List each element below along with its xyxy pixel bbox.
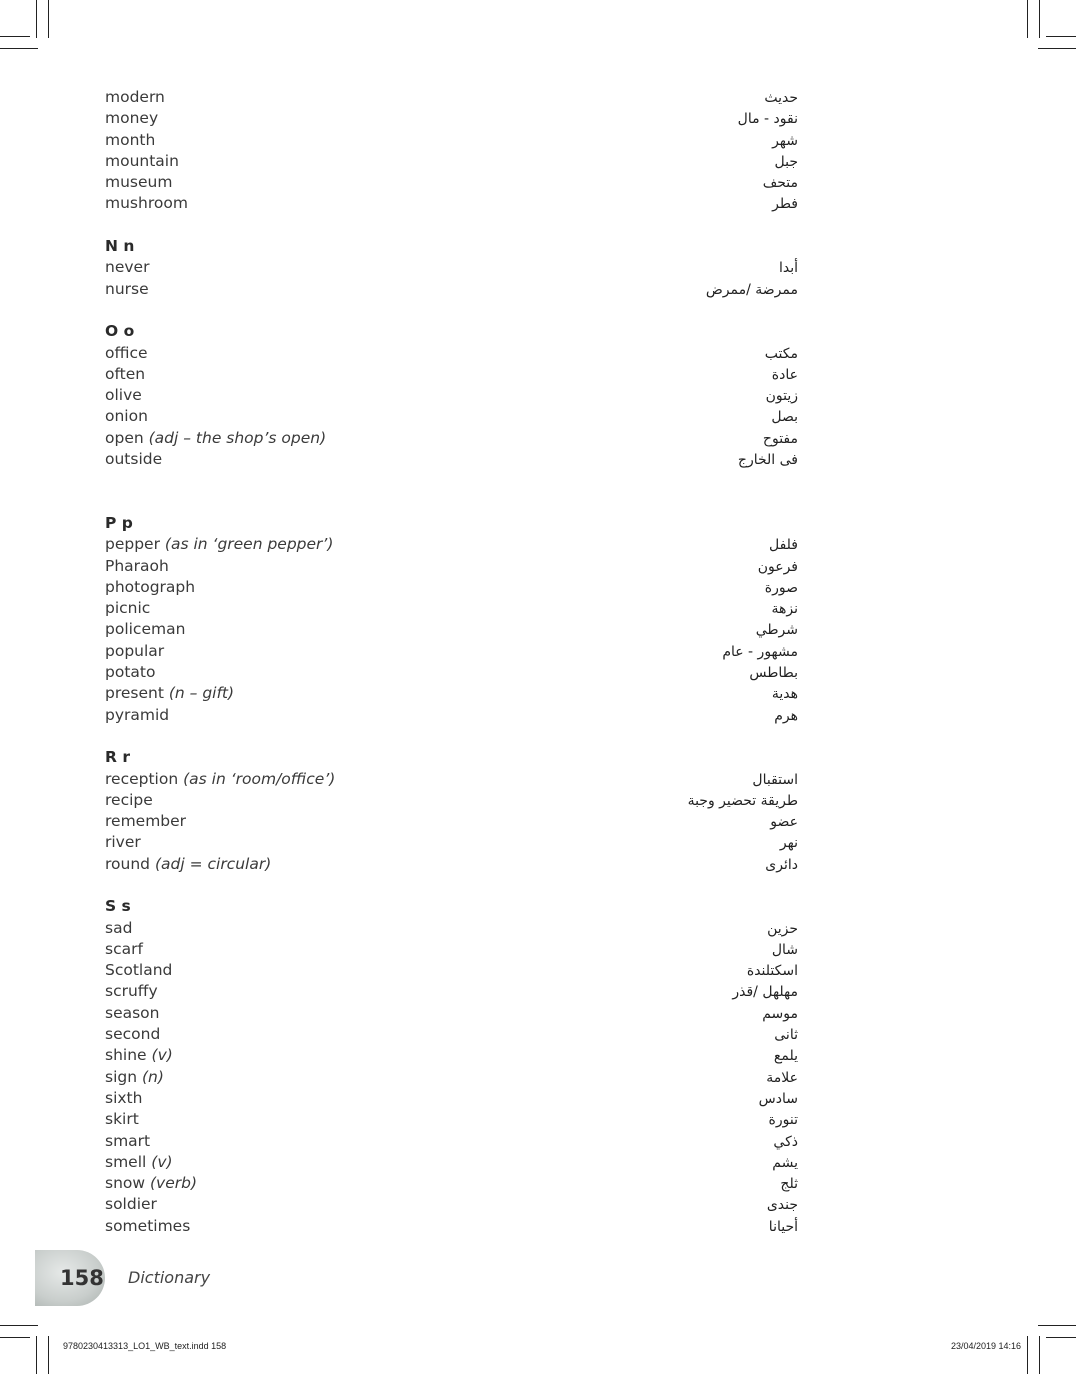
dictionary-entry	[105, 577, 798, 598]
entry-note: (n)	[141, 1067, 164, 1086]
entry-english	[105, 960, 172, 981]
section-p	[105, 534, 798, 726]
entry-note: (v)	[151, 1152, 173, 1171]
entry-word: Scotland	[105, 961, 173, 980]
entry-english	[105, 279, 149, 300]
entry-english	[105, 1045, 173, 1066]
dictionary-entry	[105, 1067, 798, 1088]
crop-mark	[0, 48, 38, 49]
dictionary-entry	[105, 790, 798, 811]
dictionary-entry	[105, 811, 798, 832]
dictionary-entry	[105, 1109, 798, 1130]
entry-word: pyramid	[105, 705, 170, 724]
entry-english	[105, 406, 148, 427]
letter-heading-o: O o	[105, 322, 135, 341]
entry-word: money	[105, 109, 159, 128]
entry-arabic: يلمع	[773, 1048, 798, 1065]
entry-word: pepper	[105, 535, 160, 554]
dictionary-entry	[105, 257, 798, 278]
entry-arabic: حديث	[764, 90, 798, 106]
entry-arabic: دائرى	[765, 856, 798, 873]
entry-english	[105, 343, 148, 364]
slug-file-info: 9780230413313_LO1_WB_text.indd 158	[63, 1341, 227, 1351]
entry-english	[105, 1067, 164, 1088]
dictionary-entry	[105, 769, 798, 790]
entry-note: (as in ‘room/office’)	[183, 769, 336, 788]
dictionary-entry	[105, 193, 798, 214]
entry-english	[105, 1152, 173, 1173]
entry-english	[105, 577, 195, 598]
entry-word: round	[105, 854, 151, 873]
crop-mark	[0, 1337, 30, 1338]
entry-word: popular	[105, 641, 165, 660]
entry-english	[105, 1024, 160, 1045]
entry-english	[105, 534, 333, 555]
entry-arabic: مهلهل /قذر	[732, 984, 798, 1001]
dictionary-entry	[105, 428, 798, 449]
dictionary-entry	[105, 619, 798, 640]
entry-english	[105, 981, 158, 1002]
entry-english	[105, 854, 271, 875]
entry-word: open	[105, 428, 144, 447]
entry-english	[105, 556, 169, 577]
crop-mark	[1027, 0, 1028, 38]
entry-note: (adj = circular)	[154, 854, 272, 873]
entry-note: (v)	[151, 1046, 173, 1065]
entry-arabic: يشم	[772, 1154, 798, 1171]
section-r	[105, 769, 798, 875]
entry-arabic: سادس	[758, 1090, 798, 1107]
entry-word: often	[105, 364, 146, 383]
entry-english	[105, 364, 145, 385]
entry-english	[105, 1003, 160, 1024]
dictionary-entry	[105, 662, 798, 683]
entry-english	[105, 257, 149, 278]
entry-word: month	[105, 130, 156, 149]
entry-word: never	[105, 258, 150, 277]
dictionary-entry	[105, 832, 798, 853]
entry-english	[105, 172, 172, 193]
entry-arabic: فرعون	[757, 558, 798, 575]
entry-english	[105, 130, 155, 151]
entry-word: office	[105, 343, 148, 362]
section-m	[105, 87, 798, 215]
dictionary-list	[105, 87, 798, 1237]
entry-english	[105, 811, 186, 832]
entry-word: shine	[105, 1046, 147, 1065]
entry-word: reception	[105, 769, 179, 788]
crop-mark	[36, 0, 37, 38]
entry-arabic: مكتب	[764, 345, 798, 362]
entry-word: museum	[105, 173, 173, 192]
entry-english	[105, 428, 326, 449]
entry-word: scruffy	[105, 982, 158, 1001]
letter-heading-n: N n	[105, 237, 135, 256]
entry-arabic: استقبال	[752, 771, 798, 788]
entry-arabic: اسكتلندة	[746, 963, 798, 980]
dictionary-entry	[105, 534, 798, 555]
entry-note: (as in ‘green pepper’)	[164, 535, 334, 554]
page-number: 158	[60, 1266, 104, 1290]
entry-arabic: ذكي	[773, 1133, 798, 1150]
entry-word: skirt	[105, 1110, 139, 1129]
entry-word: picnic	[105, 599, 151, 618]
entry-english	[105, 662, 155, 683]
section-s	[105, 918, 798, 1237]
entry-word: river	[105, 833, 141, 852]
entry-arabic: جبل	[774, 153, 798, 170]
entry-arabic: بطاطس	[749, 665, 798, 682]
dictionary-entry	[105, 343, 798, 364]
entry-arabic: علامة	[766, 1069, 798, 1086]
crop-mark	[0, 1325, 38, 1326]
entry-word: mushroom	[105, 194, 188, 213]
entry-word: remember	[105, 812, 187, 831]
entry-english	[105, 1109, 139, 1130]
crop-mark	[1038, 48, 1076, 49]
entry-arabic: فطر	[772, 196, 798, 213]
dictionary-entry	[105, 364, 798, 385]
entry-word: smart	[105, 1131, 151, 1150]
section-title: Dictionary	[128, 1268, 211, 1287]
entry-word: snow	[105, 1174, 146, 1193]
entry-arabic: مفتوح	[762, 430, 798, 447]
entry-arabic: ممرضة /ممرض	[705, 281, 798, 298]
entry-word: sad	[105, 918, 133, 937]
entry-arabic: هرم	[774, 707, 798, 724]
crop-mark	[0, 36, 30, 37]
crop-mark	[1038, 1325, 1076, 1326]
entry-english	[105, 1216, 190, 1237]
dictionary-entry	[105, 641, 798, 662]
dictionary-entry	[105, 939, 798, 960]
entry-arabic: ثلج	[780, 1176, 798, 1193]
dictionary-entry	[105, 449, 798, 470]
dictionary-entry	[105, 151, 798, 172]
dictionary-entry	[105, 598, 798, 619]
crop-mark	[1039, 1336, 1040, 1374]
entry-english	[105, 705, 169, 726]
entry-word: modern	[105, 88, 165, 106]
entry-arabic: شهر	[772, 132, 798, 149]
entry-arabic: فلفل	[768, 537, 798, 554]
dictionary-entry	[105, 960, 798, 981]
entry-english	[105, 918, 132, 939]
entry-word: sometimes	[105, 1216, 191, 1235]
entry-english	[105, 1131, 150, 1152]
entry-word: onion	[105, 407, 148, 426]
entry-arabic: عضو	[770, 814, 798, 831]
letter-heading-s: S s	[105, 897, 131, 916]
dictionary-entry	[105, 1194, 798, 1215]
entry-arabic: أحيانا	[768, 1218, 798, 1235]
entry-word: outside	[105, 450, 163, 469]
entry-english	[105, 449, 162, 470]
dictionary-entry	[105, 556, 798, 577]
entry-word: soldier	[105, 1195, 157, 1214]
entry-arabic: تنورة	[768, 1112, 798, 1129]
crop-mark	[1046, 36, 1076, 37]
crop-mark	[48, 1336, 49, 1374]
entry-word: smell	[105, 1152, 147, 1171]
entry-word: present	[105, 684, 164, 703]
entry-english	[105, 790, 153, 811]
dictionary-entry	[105, 1045, 798, 1066]
dictionary-entry	[105, 1003, 798, 1024]
entry-arabic: متحف	[762, 175, 798, 192]
entry-english	[105, 641, 164, 662]
entry-note: (n – gift)	[168, 684, 235, 703]
entry-english	[105, 1194, 157, 1215]
entry-word: photograph	[105, 577, 196, 596]
dictionary-entry	[105, 705, 798, 726]
entry-english	[105, 385, 142, 406]
entry-arabic: نهر	[779, 835, 798, 852]
entry-english	[105, 619, 185, 640]
entry-english	[105, 683, 234, 704]
entry-english	[105, 1173, 197, 1194]
entry-arabic: نزهة	[771, 601, 798, 618]
dictionary-entry	[105, 1088, 798, 1109]
entry-arabic: فى الخارج	[737, 452, 798, 469]
entry-english	[105, 769, 335, 790]
dictionary-entry	[105, 918, 798, 939]
crop-mark	[1027, 1336, 1028, 1374]
dictionary-entry	[105, 1216, 798, 1237]
dictionary-entry	[105, 385, 798, 406]
entry-arabic: مشهور - عام	[722, 643, 798, 660]
dictionary-entry	[105, 87, 798, 108]
entry-word: mountain	[105, 151, 179, 170]
entry-english	[105, 832, 141, 853]
entry-english	[105, 193, 188, 214]
letter-heading-r: R r	[105, 748, 130, 767]
entry-word: Pharaoh	[105, 556, 169, 575]
entry-word: recipe	[105, 790, 153, 809]
entry-word: season	[105, 1003, 160, 1022]
entry-arabic: هدية	[771, 686, 798, 703]
entry-word: olive	[105, 386, 142, 405]
entry-note: (verb)	[150, 1174, 198, 1193]
entry-arabic: حزين	[767, 920, 798, 937]
entry-english	[105, 1088, 142, 1109]
entry-arabic: شرطي	[755, 622, 798, 639]
dictionary-entry	[105, 1131, 798, 1152]
entry-word: potato	[105, 663, 156, 682]
entry-english	[105, 87, 165, 108]
entry-word: sign	[105, 1067, 138, 1086]
entry-arabic: طريقة تحضير وجبة	[687, 792, 798, 809]
entry-arabic: نقود - مال	[737, 111, 798, 128]
crop-mark	[1039, 0, 1040, 38]
entry-arabic: زيتون	[765, 388, 798, 405]
entry-english	[105, 939, 143, 960]
crop-mark	[48, 0, 49, 38]
entry-arabic: عادة	[771, 366, 798, 383]
crop-mark	[1046, 1337, 1076, 1338]
section-n	[105, 257, 798, 300]
dictionary-entry	[105, 981, 798, 1002]
crop-mark	[36, 1336, 37, 1374]
entry-english	[105, 598, 150, 619]
entry-note: (adj – the shop’s open)	[148, 428, 327, 447]
dictionary-entry	[105, 172, 798, 193]
entry-arabic: ثانى	[774, 1027, 798, 1044]
entry-english	[105, 108, 158, 129]
dictionary-entry	[105, 130, 798, 151]
entry-english	[105, 151, 179, 172]
entry-arabic: شال	[771, 941, 798, 958]
entry-word: nurse	[105, 279, 149, 298]
dictionary-entry	[105, 406, 798, 427]
dictionary-entry	[105, 854, 798, 875]
dictionary-entry	[105, 108, 798, 129]
entry-word: second	[105, 1025, 161, 1044]
dictionary-entry	[105, 1173, 798, 1194]
entry-arabic: أبدا	[778, 260, 798, 277]
dictionary-entry	[105, 1152, 798, 1173]
entry-arabic: صورة	[764, 579, 798, 596]
entry-word: policeman	[105, 620, 186, 639]
entry-arabic: جندى	[766, 1197, 798, 1214]
dictionary-entry	[105, 683, 798, 704]
entry-word: sixth	[105, 1088, 143, 1107]
section-o	[105, 343, 798, 471]
entry-arabic: بصل	[771, 409, 798, 426]
letter-heading-p: P p	[105, 513, 133, 532]
dictionary-entry	[105, 1024, 798, 1045]
dictionary-entry	[105, 279, 798, 300]
entry-arabic: موسم	[762, 1005, 798, 1022]
entry-word: scarf	[105, 939, 143, 958]
slug-date: 23/04/2019 14:16	[951, 1341, 1022, 1351]
